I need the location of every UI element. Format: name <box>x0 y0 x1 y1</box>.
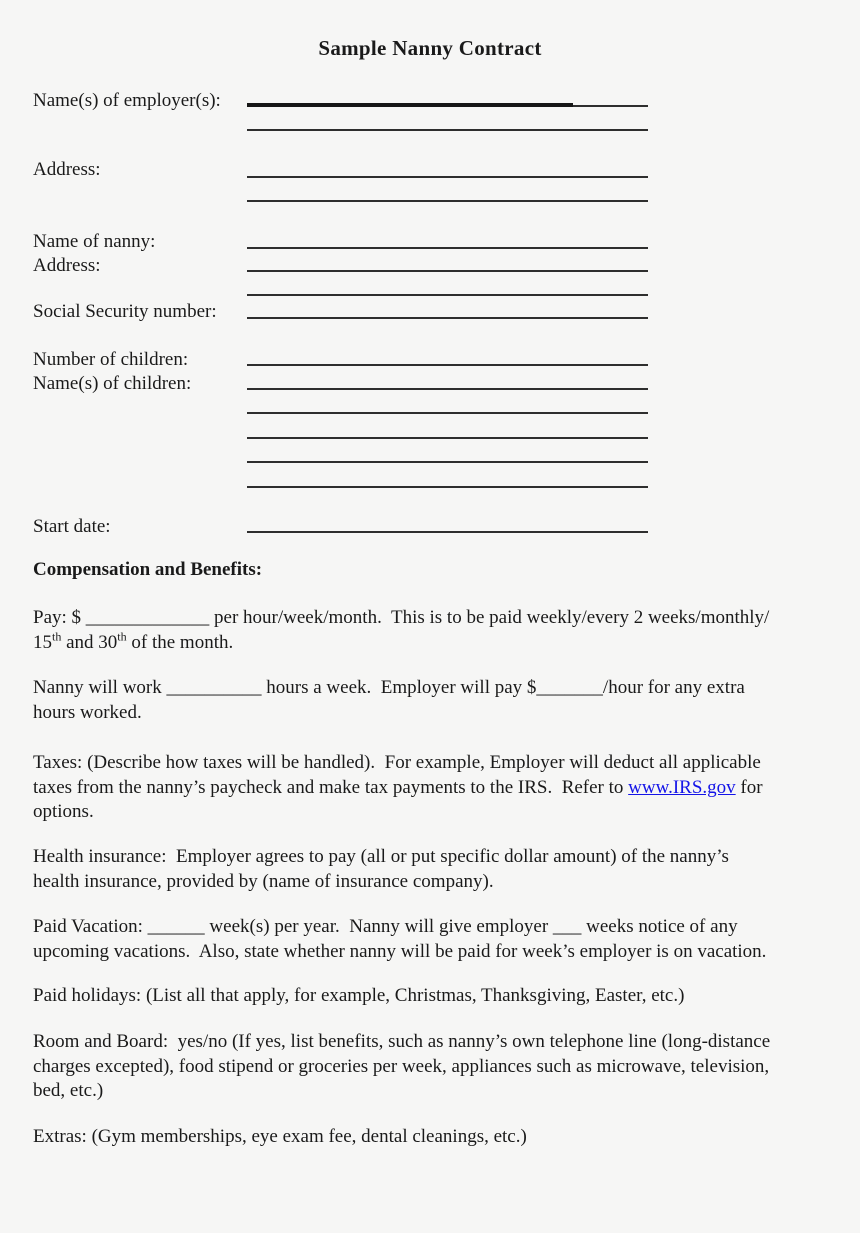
pay-line-2-day1: 15 <box>33 631 52 653</box>
label-employer-names: Name(s) of employer(s): <box>33 90 221 111</box>
pay-line-2 <box>33 631 843 656</box>
field-line-children-names-3[interactable] <box>247 437 648 439</box>
field-line-nanny-address-1[interactable] <box>247 270 648 272</box>
field-line-employer-names-1-thin[interactable] <box>573 105 648 107</box>
label-nanny-address: Address: <box>33 255 101 276</box>
paragraph-paid-vacation <box>33 915 843 964</box>
field-line-children-names-5[interactable] <box>247 486 648 488</box>
room-board-line-3: bed, etc.) <box>33 1080 104 1101</box>
field-line-employer-address-2[interactable] <box>247 200 648 202</box>
extras-line-1: Extras: (Gym memberships, eye exam fee, dental cleanings, etc.) <box>33 1126 527 1147</box>
field-line-nanny-address-2[interactable] <box>247 294 648 296</box>
pay-line-2-end: of the month. <box>126 631 234 653</box>
field-line-employer-names-1-heavy[interactable] <box>247 103 573 107</box>
field-line-children-names-4[interactable] <box>247 461 648 463</box>
taxes-line-2-pre: taxes from the nanny’s paycheck and make tax payments to the IRS. Refer to <box>33 776 629 798</box>
pay-line-2-sup2: th <box>117 629 127 644</box>
label-number-of-children: Number of children: <box>33 349 189 370</box>
paragraph-health-insurance <box>33 845 843 894</box>
room-board-line-1: Room and Board: yes/no (If yes, list benefits, such as nanny’s own telephone line (long-distance <box>33 1031 771 1052</box>
paragraph-taxes <box>33 751 843 825</box>
paragraph-paid-holidays <box>33 984 843 1009</box>
holidays-line-1: Paid holidays: (List all that apply, for example, Christmas, Thanksgiving, Easter, etc.) <box>33 985 685 1006</box>
taxes-line-3: options. <box>33 801 94 822</box>
field-line-employer-names-2[interactable] <box>247 129 648 131</box>
field-line-children-names-1[interactable] <box>247 388 648 390</box>
field-line-start-date[interactable] <box>247 531 648 533</box>
paragraph-pay <box>33 606 843 655</box>
field-line-number-of-children[interactable] <box>247 364 648 366</box>
label-start-date: Start date: <box>33 516 111 537</box>
field-line-employer-address-1[interactable] <box>247 176 648 178</box>
health-line-1: Health insurance: Employer agrees to pay (all or put specific dollar amount) of the nanny’s <box>33 846 729 867</box>
pay-line-2-sup1: th <box>52 629 62 644</box>
taxes-line-2-post: for <box>735 776 763 798</box>
hours-line-2: hours worked. <box>33 701 142 723</box>
taxes-line-2 <box>33 776 843 801</box>
paragraph-room-and-board <box>33 1030 843 1104</box>
paragraph-extras <box>33 1125 843 1150</box>
label-children-names: Name(s) of children: <box>33 373 192 394</box>
room-board-line-2: charges excepted), food stipend or groceries per week, appliances such as microwave, television, <box>33 1055 770 1077</box>
label-nanny-name: Name of nanny: <box>33 231 156 252</box>
health-line-2: health insurance, provided by (name of insurance company). <box>33 870 494 892</box>
document-title: Sample Nanny Contract <box>318 36 542 60</box>
label-employer-address: Address: <box>33 159 101 180</box>
paragraph-hours <box>33 676 843 725</box>
pay-line-2-mid: and 30 <box>61 631 118 653</box>
irs-gov-link[interactable]: www.IRS.gov <box>628 776 736 798</box>
vacation-line-2: upcoming vacations. Also, state whether nanny will be paid for week’s employer is on vacation. <box>33 940 767 962</box>
vacation-line-1: Paid Vacation: ______ week(s) per year. Nanny will give employer ___ weeks notice of any <box>33 916 738 937</box>
field-line-children-names-2[interactable] <box>247 412 648 414</box>
section-heading-compensation: Compensation and Benefits: <box>33 559 263 580</box>
field-line-ssn[interactable] <box>247 317 648 319</box>
field-line-nanny-name[interactable] <box>247 247 648 249</box>
taxes-line-1: Taxes: (Describe how taxes will be handled). For example, Employer will deduct all applicable <box>33 752 761 773</box>
label-ssn: Social Security number: <box>33 301 217 322</box>
hours-line-1: Nanny will work __________ hours a week. Employer will pay $_______/hour for any extra <box>33 677 745 698</box>
pay-line-1: Pay: $ _____________ per hour/week/month. This is to be paid weekly/every 2 weeks/monthly/ <box>33 607 770 628</box>
